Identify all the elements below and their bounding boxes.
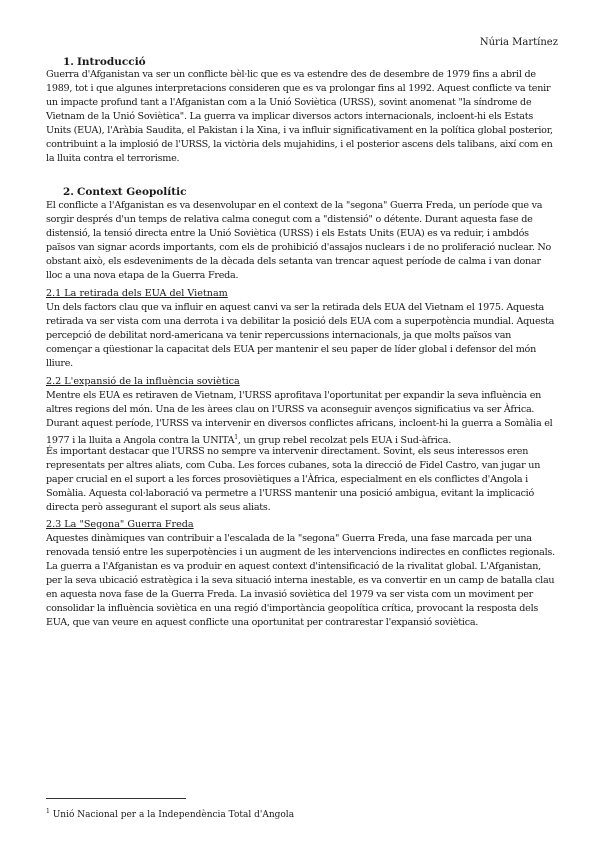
subsection-heading-2-1: 2.1 La retirada dels EUA del Vietnam [46,288,228,299]
context-paragraph: El conflicte a l'Afganistan es va desenvolupar en el context de la "segona" Guerra Freda, un període que va sorgir després d'un temps de relativa calma conegut com a "distensió" o détente. Durant aquesta fase de distensió, la tensió directa entre la Unió Soviètica (URSS) i els Estats Units (EUA) es va reduir, i ambdós països van signar acords importants, com els de prohibició d'assajos nuclears i de no proliferació nuclear. No obstant això, els esdeveniments de la dècada dels setanta van trencar aquest període de calma i van donar lloc a una nova etapa de la Guerra Freda. [46,200,552,282]
subsection-heading-2-2: 2.2 L'expansió de la influència soviètica [46,376,240,387]
footnote-reference: 1 [234,434,238,442]
subsection-heading-2-3: 2.3 La "Segona" Guerra Freda [46,519,194,530]
footnote: $^1$ Unió Nacional per a la Independència Total d'Angola [46,808,295,820]
subsection-2-3-paragraph: Aquestes dinàmiques van contribuir a l'escalada de la "segona" Guerra Freda, una fase marcada per una renovada tensió entre les superpotències i un augment de les intervencions indirectes en conflictes regionals. La guerra a l'Afganistan es va produir en aquest context d'intensificació de la rivalitat global. L'Afganistan, per la seva ubicació estratègica i la seva situació interna inestable, es va convertir en un camp de batalla clau en aquesta nova fase de la Guerra Freda. La invasió soviètica del 1979 va ser vista com un moviment per consolidar la influència soviètica en una regió d'importància geopolítica crítica, provocant la resposta dels EUA, que van veure en aquest conflicte una oportunitat per contrarestar l'expansió soviètica. [46,533,555,629]
subsection-2-2-paragraph-2: És important destacar que l'URSS no sempre va intervenir directament. Sovint, els seus interessos eren representats per altres aliats, com Cuba. Les forces cubanes, sota la direcció de Fidel Castro, van jugar un paper crucial en el suport a les forces prosoviètiques a l'Àfrica, especialment en els conflictes d'Angola i Somàlia. Aquesta col·laboració va permetre a l'URSS mantenir una posició ambigua, evitant la implicació directa però assegurant el suport als seus aliats. [46,446,541,514]
section-heading-context: 2. Context Geopolític [63,186,187,198]
section-heading-introduction: 1. Introducció [63,56,146,68]
subsection-2-1-paragraph: Un dels factors clau que va influir en aquest canvi va ser la retirada dels EUA del Vietnam el 1975. Aquesta retirada va ser vista com una derrota i va debilitar la posició dels EUA com a superpotència mundial. Aquesta percepció de debilitat nord-americana va tenir repercussions internacionals, ja que molts països van començar a qüestionar la capacitat dels EUA per mantenir el seu paper de líder global i defensor del món lliure. [46,302,555,370]
footnote-divider [46,798,186,799]
author-name: Núria Martínez [479,37,558,48]
introduction-paragraph: Guerra d'Afganistan va ser un conflicte bèl·lic que es va estendre des de desembre de 1979 fins a abril de 1989, tot i que algunes interpretacions consideren que es va prolongar fins al 1992. Aquest conflicte va tenir un impacte profund tant a l'Afganistan com a la Unió Soviètica (URSS), sovint anomenat "la síndrome de Vietnam de la Unió Soviètica". La guerra va implicar diversos actors internacionals, incloent-hi els Estats Units (EUA), l'Aràbia Saudita, el Pakistan i la Xina, i va influir significativament en la política global posterior, contribuint a la implosió de l'URSS, la victòria dels mujahidins, i el posterior ascens dels talibans, així com en la lluita contra el terrorisme. [46,69,553,165]
subsection-2-2-paragraph: Mentre els EUA es retiraven de Vietnam, l'URSS aprofitava l'oportunitat per expandir la seva influència en altres regions del món. Una de les àrees clau on l'URSS va aconseguir avenços significatius va ser Àfrica. Durant aquest període, l'URSS va intervenir en diversos conflictes africans, incloent-hi la guerra a Somàlia el 1977 i la lluita a Angola contra la UNITA$^1$, un grup rebel recolzat pels EUA i Sud-àfrica. [46,390,553,447]
